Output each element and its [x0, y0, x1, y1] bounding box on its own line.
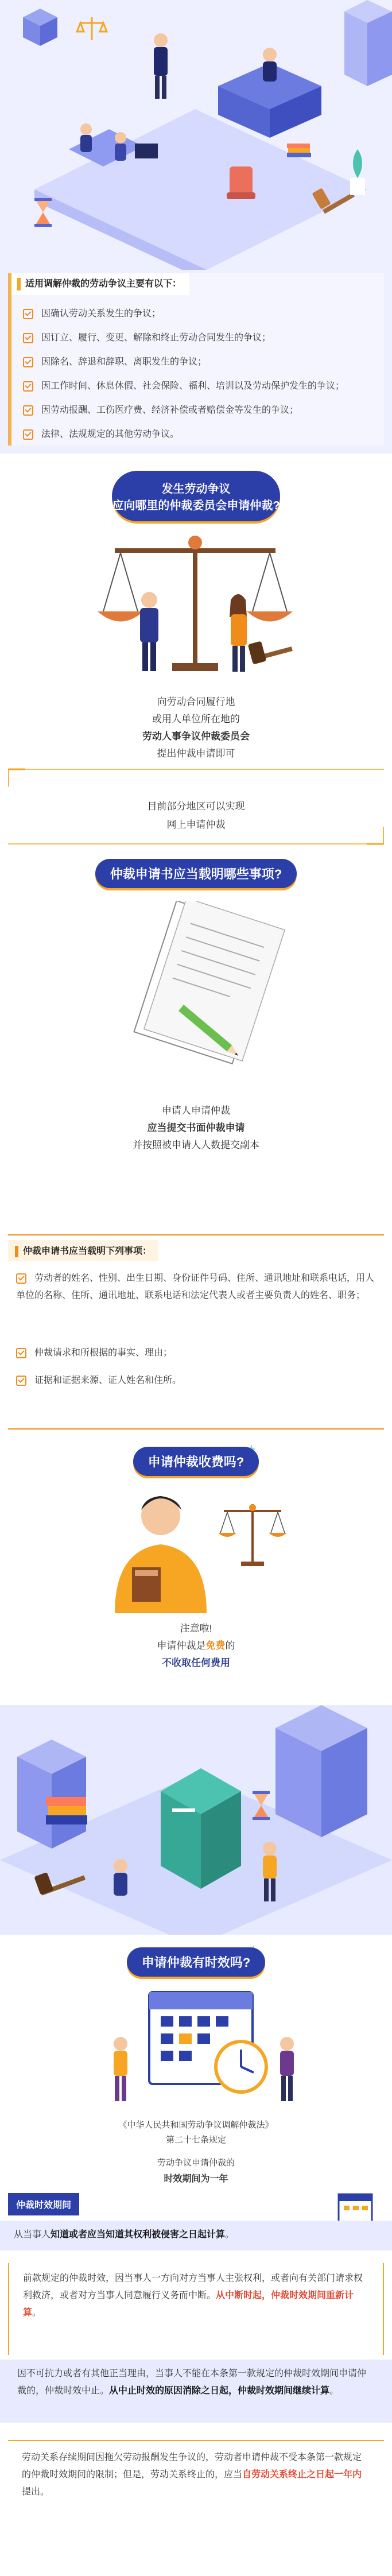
contents-item	[16, 1345, 376, 1362]
answer-line: 向劳动合同履行地	[157, 696, 235, 707]
rule-1-text	[14, 2226, 375, 2244]
limitation-line: 劳动争议申请仲裁的	[157, 2158, 235, 2168]
application-doc-section	[0, 850, 392, 1229]
rule-3-pre: 因不可抗力或者有其他正当理由，当事人不能在本条第一款规定的仲裁时效期间申请仲裁的，仲裁时效中止。	[17, 2369, 367, 2396]
scope-item-text: 因确认劳动关系发生的争议；	[41, 309, 161, 319]
limitation-period-highlight: 时效期间为一年	[164, 2174, 228, 2184]
checkbox-icon	[23, 309, 33, 319]
doc-line-highlight: 应当提交书面仲裁申请	[147, 1122, 245, 1133]
fee-section	[0, 1435, 392, 1705]
checkbox-icon	[23, 429, 33, 440]
answer-highlight: 劳动人事争议仲裁委员会	[142, 731, 250, 742]
contents-title-text: 仲裁申请书应当载明下列事项：	[23, 1246, 152, 1256]
checkbox-icon	[16, 1273, 26, 1284]
answer-line: 提出仲裁申请即可	[157, 748, 235, 759]
application-contents-section	[0, 1229, 392, 1435]
fee-free-highlight: 免费	[205, 1640, 226, 1651]
courtroom-illustration	[0, 0, 392, 270]
rule-4-pre: 劳动关系存续期间因拖欠劳动报酬发生争议的，劳动者申请仲裁不受本条第一款规定的仲裁时效期间的限制；但是，劳动关系终止的，应当	[22, 2453, 362, 2480]
rule-2-pre: 前款规定的仲裁时效，因当事人一方向对方当事人主张权利，或者向有关部门请求权利救济，或者对方当事人同意履行义务而中断。	[23, 2273, 363, 2300]
checkbox-icon	[16, 1376, 26, 1386]
rule-4-post: 提出。	[22, 2487, 50, 2497]
rule-1-band	[0, 2221, 392, 2250]
law-citation: 《中华人民共和国劳动争议调解仲裁法》	[118, 2120, 274, 2130]
note-line: 目前部分地区可以实现	[147, 801, 245, 812]
rule-3-text	[17, 2365, 375, 2400]
checkbox-icon	[16, 1348, 26, 1358]
scope-item-text: 因劳动报酬、工伤医疗费、经济补偿或者赔偿金等发生的争议；	[41, 405, 299, 415]
rule-4-bold: 自劳动关系终止之日起一年内	[242, 2470, 362, 2480]
title-bar-accent	[15, 1246, 18, 1257]
rule-3-bold: 从中止时效的原因消除之日起，仲裁时效期间继续计算	[109, 2386, 330, 2396]
limitation-section	[0, 1935, 392, 2187]
rule-2-bold: 从中断时起，仲裁时效期间重新计算	[23, 2291, 354, 2318]
rule-2-box	[8, 2263, 384, 2355]
fee-line-prefix: 申请仲裁是	[157, 1640, 206, 1651]
online-note-frame	[8, 764, 384, 850]
jurisdiction-section	[0, 454, 392, 850]
rule-3-band	[0, 2360, 392, 2423]
rule-4-box	[8, 2440, 384, 2539]
note-line: 网上申请仲裁	[166, 819, 226, 830]
rule-1-bold: 知道或者应当知道其权利被侵害之日起计算	[51, 2230, 226, 2240]
rule-3-post: 。	[329, 2386, 339, 2396]
rule-4-text	[22, 2449, 370, 2501]
limitation-tag: 仲裁时效期间	[8, 2193, 79, 2215]
checkbox-icon	[23, 357, 33, 367]
doc-question-pill: 仲裁申请书应当载明哪些事项?	[95, 859, 297, 888]
doc-line: 并按照被申请人人数提交副本	[133, 1140, 259, 1151]
checkbox-icon	[23, 405, 33, 416]
limitation-question-pill: 申请仲裁有时效吗?	[127, 1947, 265, 1977]
contents-title	[8, 1240, 158, 1261]
contents-item-text: 劳动者的姓名、性别、出生日期、身份证件号码、住所、通讯地址和联系电话，用人单位的名称、住所、通讯地址、联系电话和法定代表人或者主要负责人的姓名、职务；	[16, 1273, 375, 1300]
contents-item	[16, 1372, 376, 1389]
paper-document-illustration	[115, 901, 287, 1085]
office-illustration	[0, 1705, 392, 1935]
dispute-scope-section	[0, 270, 392, 454]
scope-item	[23, 428, 179, 441]
scope-box	[8, 273, 384, 446]
calendar-clock-illustration	[92, 1981, 304, 2113]
jurisdiction-question-bubble	[112, 471, 280, 521]
checkbox-icon	[23, 381, 33, 392]
fee-line-suffix: 的	[225, 1640, 235, 1651]
scope-item-text: 因订立、履行、变更、解除和终止劳动合同发生的争议；	[41, 333, 271, 343]
contents-frame	[8, 1234, 384, 1430]
contents-item-text: 证据和证据来源、证人姓名和住所。	[34, 1376, 182, 1385]
question-line: 发生劳动争议	[161, 483, 231, 495]
scope-item	[23, 308, 161, 320]
justice-scale-illustration	[80, 531, 310, 680]
fee-question-pill: 申请仲裁收费吗?	[133, 1447, 259, 1476]
scope-item	[23, 380, 344, 393]
doc-line: 申请人申请仲裁	[162, 1105, 230, 1116]
rule-2-post: 。	[32, 2308, 42, 2318]
scope-item	[23, 356, 207, 369]
fee-line	[0, 1637, 392, 1652]
scope-item-text: 因工作时间、休息休假、社会保险、福利、培训以及劳动保护发生的争议；	[41, 381, 345, 391]
scope-item	[23, 332, 271, 344]
law-article: 第二十七条规定	[165, 2135, 226, 2145]
man-with-scale-illustration	[92, 1481, 304, 1613]
hero-illustration	[0, 0, 392, 270]
scope-title	[11, 273, 189, 295]
isometric-office-illustration	[0, 1705, 392, 1935]
scope-title-text: 适用调解仲裁的劳动争议主要有以下：	[25, 279, 182, 289]
limitation-rules-section	[0, 2187, 392, 2576]
contents-item	[16, 1270, 376, 1304]
fee-line: 注意啦!	[180, 1623, 212, 1634]
scope-item-text: 因除名、辞退和辞职、离职发生的争议；	[41, 357, 207, 367]
contents-item-text: 仲裁请求和所根据的事实、理由；	[34, 1348, 173, 1358]
scope-item	[23, 404, 298, 417]
question-line: 应向哪里的仲裁委员会申请仲裁?	[112, 499, 280, 512]
rule-1-pre: 从当事人	[14, 2230, 51, 2240]
scope-item-text: 法律、法规规定的其他劳动争议。	[41, 429, 180, 439]
rule-1-post: 。	[225, 2230, 235, 2240]
checkbox-icon	[23, 333, 33, 343]
rule-2-text	[23, 2270, 369, 2322]
answer-line: 或用人单位所在地的	[152, 714, 240, 725]
title-bar-accent	[17, 278, 21, 290]
fee-line-highlight: 不收取任何费用	[162, 1657, 230, 1668]
